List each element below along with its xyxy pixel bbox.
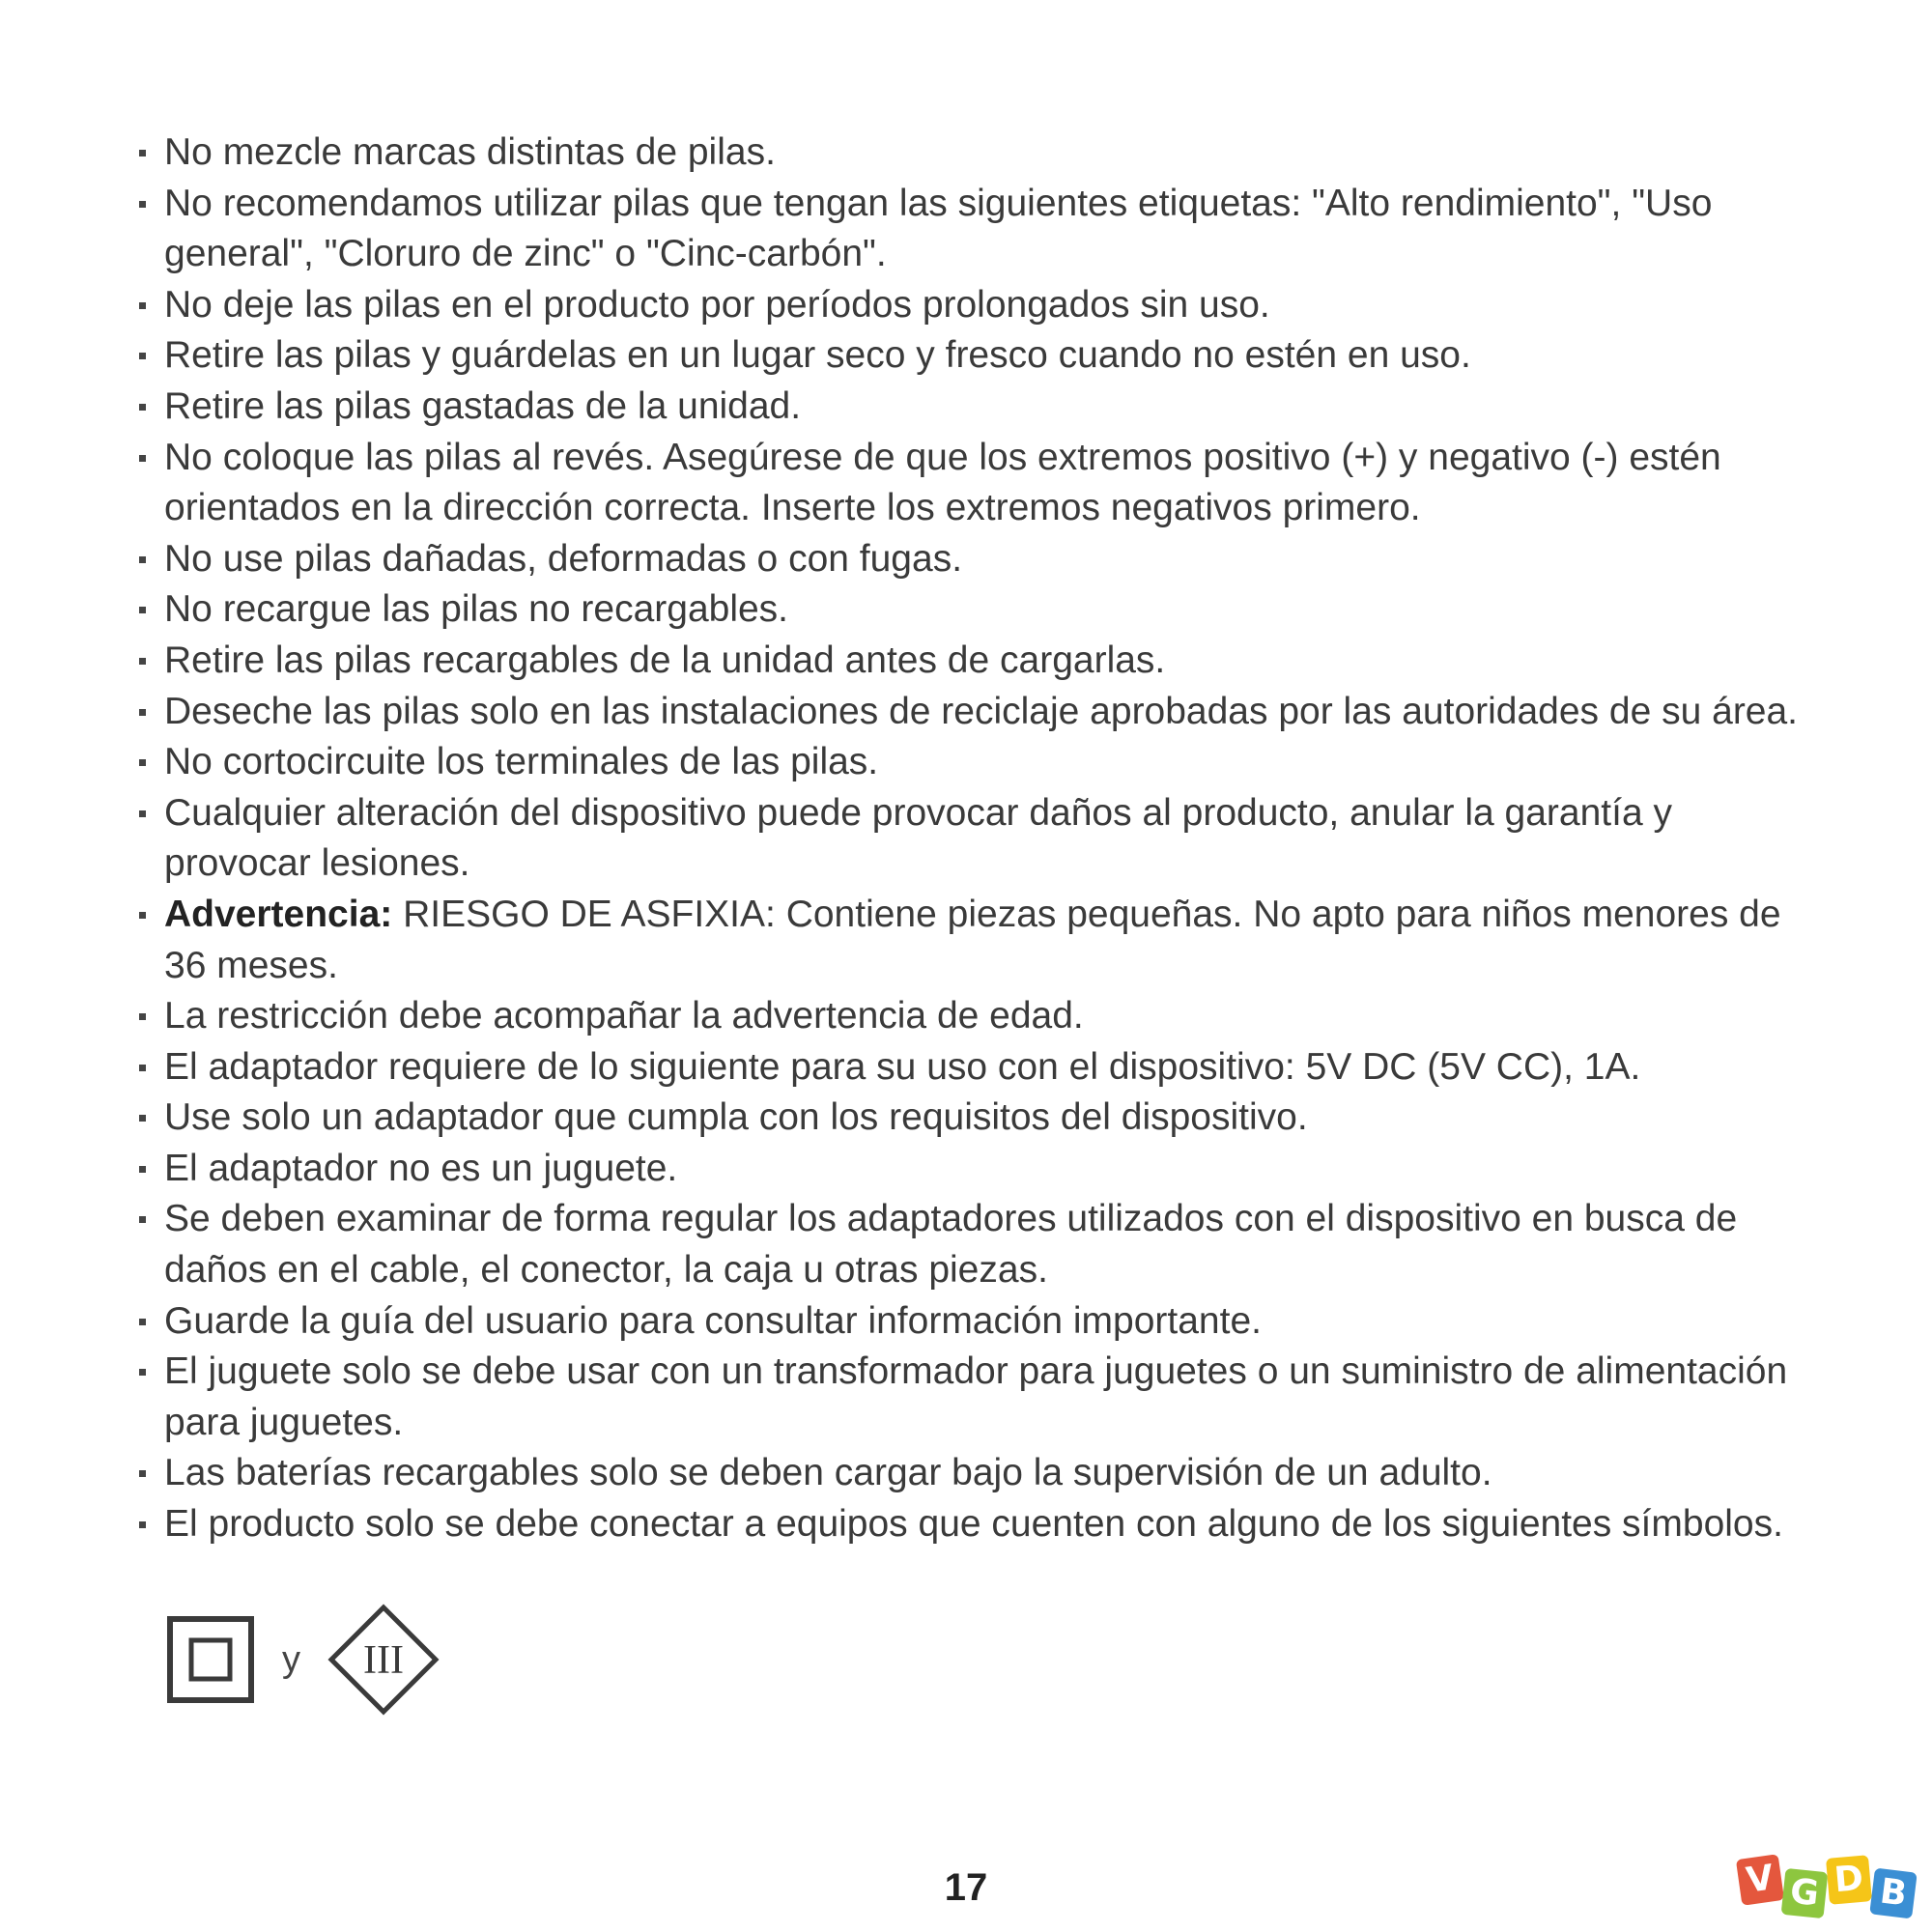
- list-item: La restricción debe acompañar la advertencia de edad.: [135, 991, 1816, 1042]
- warning-text: RIESGO DE ASFIXIA: Contiene piezas pequeñas. No apto para niños menores de 36 meses.: [164, 893, 1781, 986]
- warning-label: Advertencia:: [164, 893, 393, 935]
- list-item: Use solo un adaptador que cumpla con los requisitos del dispositivo.: [135, 1093, 1816, 1144]
- safety-symbols: [166, 1604, 440, 1716]
- list-item: Retire las pilas gastadas de la unidad.: [135, 382, 1816, 433]
- list-item: El producto solo se debe conectar a equipos que cuenten con alguno de los siguientes símbolos.: [135, 1499, 1816, 1550]
- list-item: Guarde la guía del usuario para consultar información importante.: [135, 1296, 1816, 1348]
- warning-item: [135, 890, 1816, 991]
- list-item: No use pilas dañadas, deformadas o con fugas.: [135, 534, 1816, 585]
- list-item: No recargue las pilas no recargables.: [135, 584, 1816, 636]
- page-number: 17: [944, 1866, 988, 1909]
- list-item: El juguete solo se debe usar con un transformador para juguetes o un suministro de alimentación para juguetes.: [135, 1347, 1816, 1448]
- list-item: El adaptador requiere de lo siguiente para su uso con el dispositivo: 5V DC (5V CC), 1A.: [135, 1042, 1816, 1094]
- list-item: Las baterías recargables solo se deben cargar bajo la supervisión de un adulto.: [135, 1448, 1816, 1499]
- list-item: No coloque las pilas al revés. Asegúrese de que los extremos positivo (+) y negativo (-) estén orientados en la dirección correcta. Inserte los extremos negativos primero.: [135, 433, 1816, 534]
- logo-letter: D: [1826, 1855, 1872, 1905]
- list-item: Deseche las pilas solo en las instalaciones de reciclaje aprobadas por las autoridades de su área.: [135, 687, 1816, 738]
- class-three-icon: [327, 1604, 440, 1716]
- double-insulation-icon: [166, 1615, 255, 1704]
- vgdb-logo: [1739, 1857, 1915, 1915]
- list-item: No mezcle marcas distintas de pilas.: [135, 128, 1816, 179]
- class-three-label: III: [363, 1638, 404, 1683]
- list-item: No deje las pilas en el producto por períodos prolongados sin uso.: [135, 280, 1816, 331]
- symbol-conjunction: y: [282, 1638, 300, 1680]
- list-item: Cualquier alteración del dispositivo puede provocar daños al producto, anular la garantía y provocar lesiones.: [135, 788, 1816, 890]
- logo-letter: V: [1736, 1854, 1784, 1906]
- list-item: Se deben examinar de forma regular los adaptadores utilizados con el dispositivo en busca de daños en el cable, el conector, la caja u otras piezas.: [135, 1194, 1816, 1295]
- logo-letter: G: [1781, 1868, 1829, 1918]
- list-item: El adaptador no es un juguete.: [135, 1144, 1816, 1195]
- list-item: No cortocircuite los terminales de las pilas.: [135, 737, 1816, 788]
- list-item: Retire las pilas recargables de la unidad antes de cargarlas.: [135, 636, 1816, 687]
- list-item: Retire las pilas y guárdelas en un lugar seco y fresco cuando no estén en uso.: [135, 330, 1816, 382]
- logo-letter: B: [1869, 1867, 1918, 1918]
- list-item: No recomendamos utilizar pilas que tengan las siguientes etiquetas: "Alto rendimiento", "Uso general", "Cloruro de zinc" o "Cinc-carbón".: [135, 179, 1816, 280]
- safety-instructions-list: [135, 128, 1816, 1550]
